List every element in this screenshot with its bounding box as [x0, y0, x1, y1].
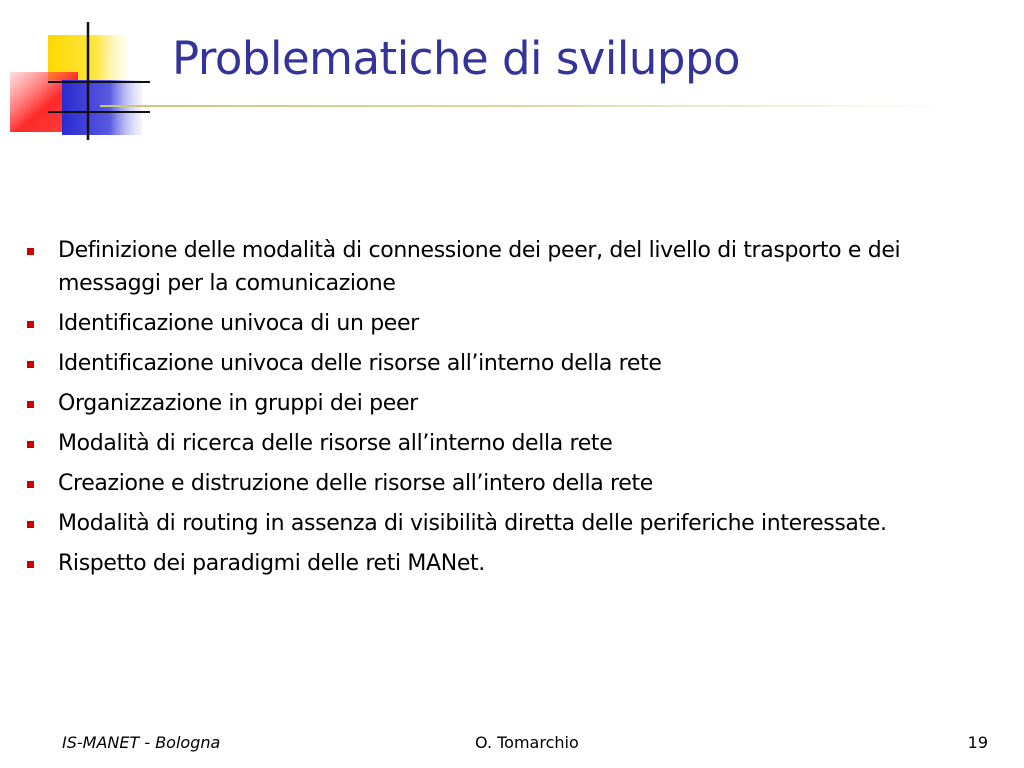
- bullet-list: [26, 234, 1006, 587]
- square-bullet-icon: [27, 561, 34, 568]
- list-item-text: Organizzazione in gruppi dei peer: [58, 391, 418, 416]
- list-item-text: Definizione delle modalità di connessione dei peer, del livello di trasporto e dei messaggi per la comunicazione: [58, 238, 901, 296]
- square-bullet-icon: [27, 441, 34, 448]
- list-item-text: Modalità di routing in assenza di visibilità diretta delle periferiche interessate.: [58, 511, 887, 536]
- list-item: [26, 427, 1006, 460]
- decorative-squares-logo: [0, 0, 150, 145]
- footer-page-number: 19: [967, 733, 988, 752]
- list-item: [26, 347, 1006, 380]
- square-bullet-icon: [27, 401, 34, 408]
- footer-author: O. Tomarchio: [475, 733, 579, 752]
- square-bullet-icon: [27, 481, 34, 488]
- list-item: [26, 507, 1006, 540]
- square-bullet-icon: [27, 321, 34, 328]
- square-bullet-icon: [27, 521, 34, 528]
- footer-event-name: IS-MANET - Bologna: [62, 733, 221, 752]
- list-item: [26, 234, 1006, 300]
- square-bullet-icon: [27, 361, 34, 368]
- square-bullet-icon: [27, 248, 34, 255]
- list-item: [26, 547, 1006, 580]
- list-item: [26, 387, 1006, 420]
- title-divider: [100, 105, 950, 107]
- list-item-text: Creazione e distruzione delle risorse all’intero della rete: [58, 471, 653, 496]
- list-item-text: Rispetto dei paradigmi delle reti MANet.: [58, 551, 485, 576]
- slide-title: Problematiche di sviluppo: [172, 32, 741, 85]
- list-item: [26, 467, 1006, 500]
- list-item-text: Modalità di ricerca delle risorse all’interno della rete: [58, 431, 613, 456]
- list-item: [26, 307, 1006, 340]
- list-item-text: Identificazione univoca delle risorse all’interno della rete: [58, 351, 662, 376]
- list-item-text: Identificazione univoca di un peer: [58, 311, 419, 336]
